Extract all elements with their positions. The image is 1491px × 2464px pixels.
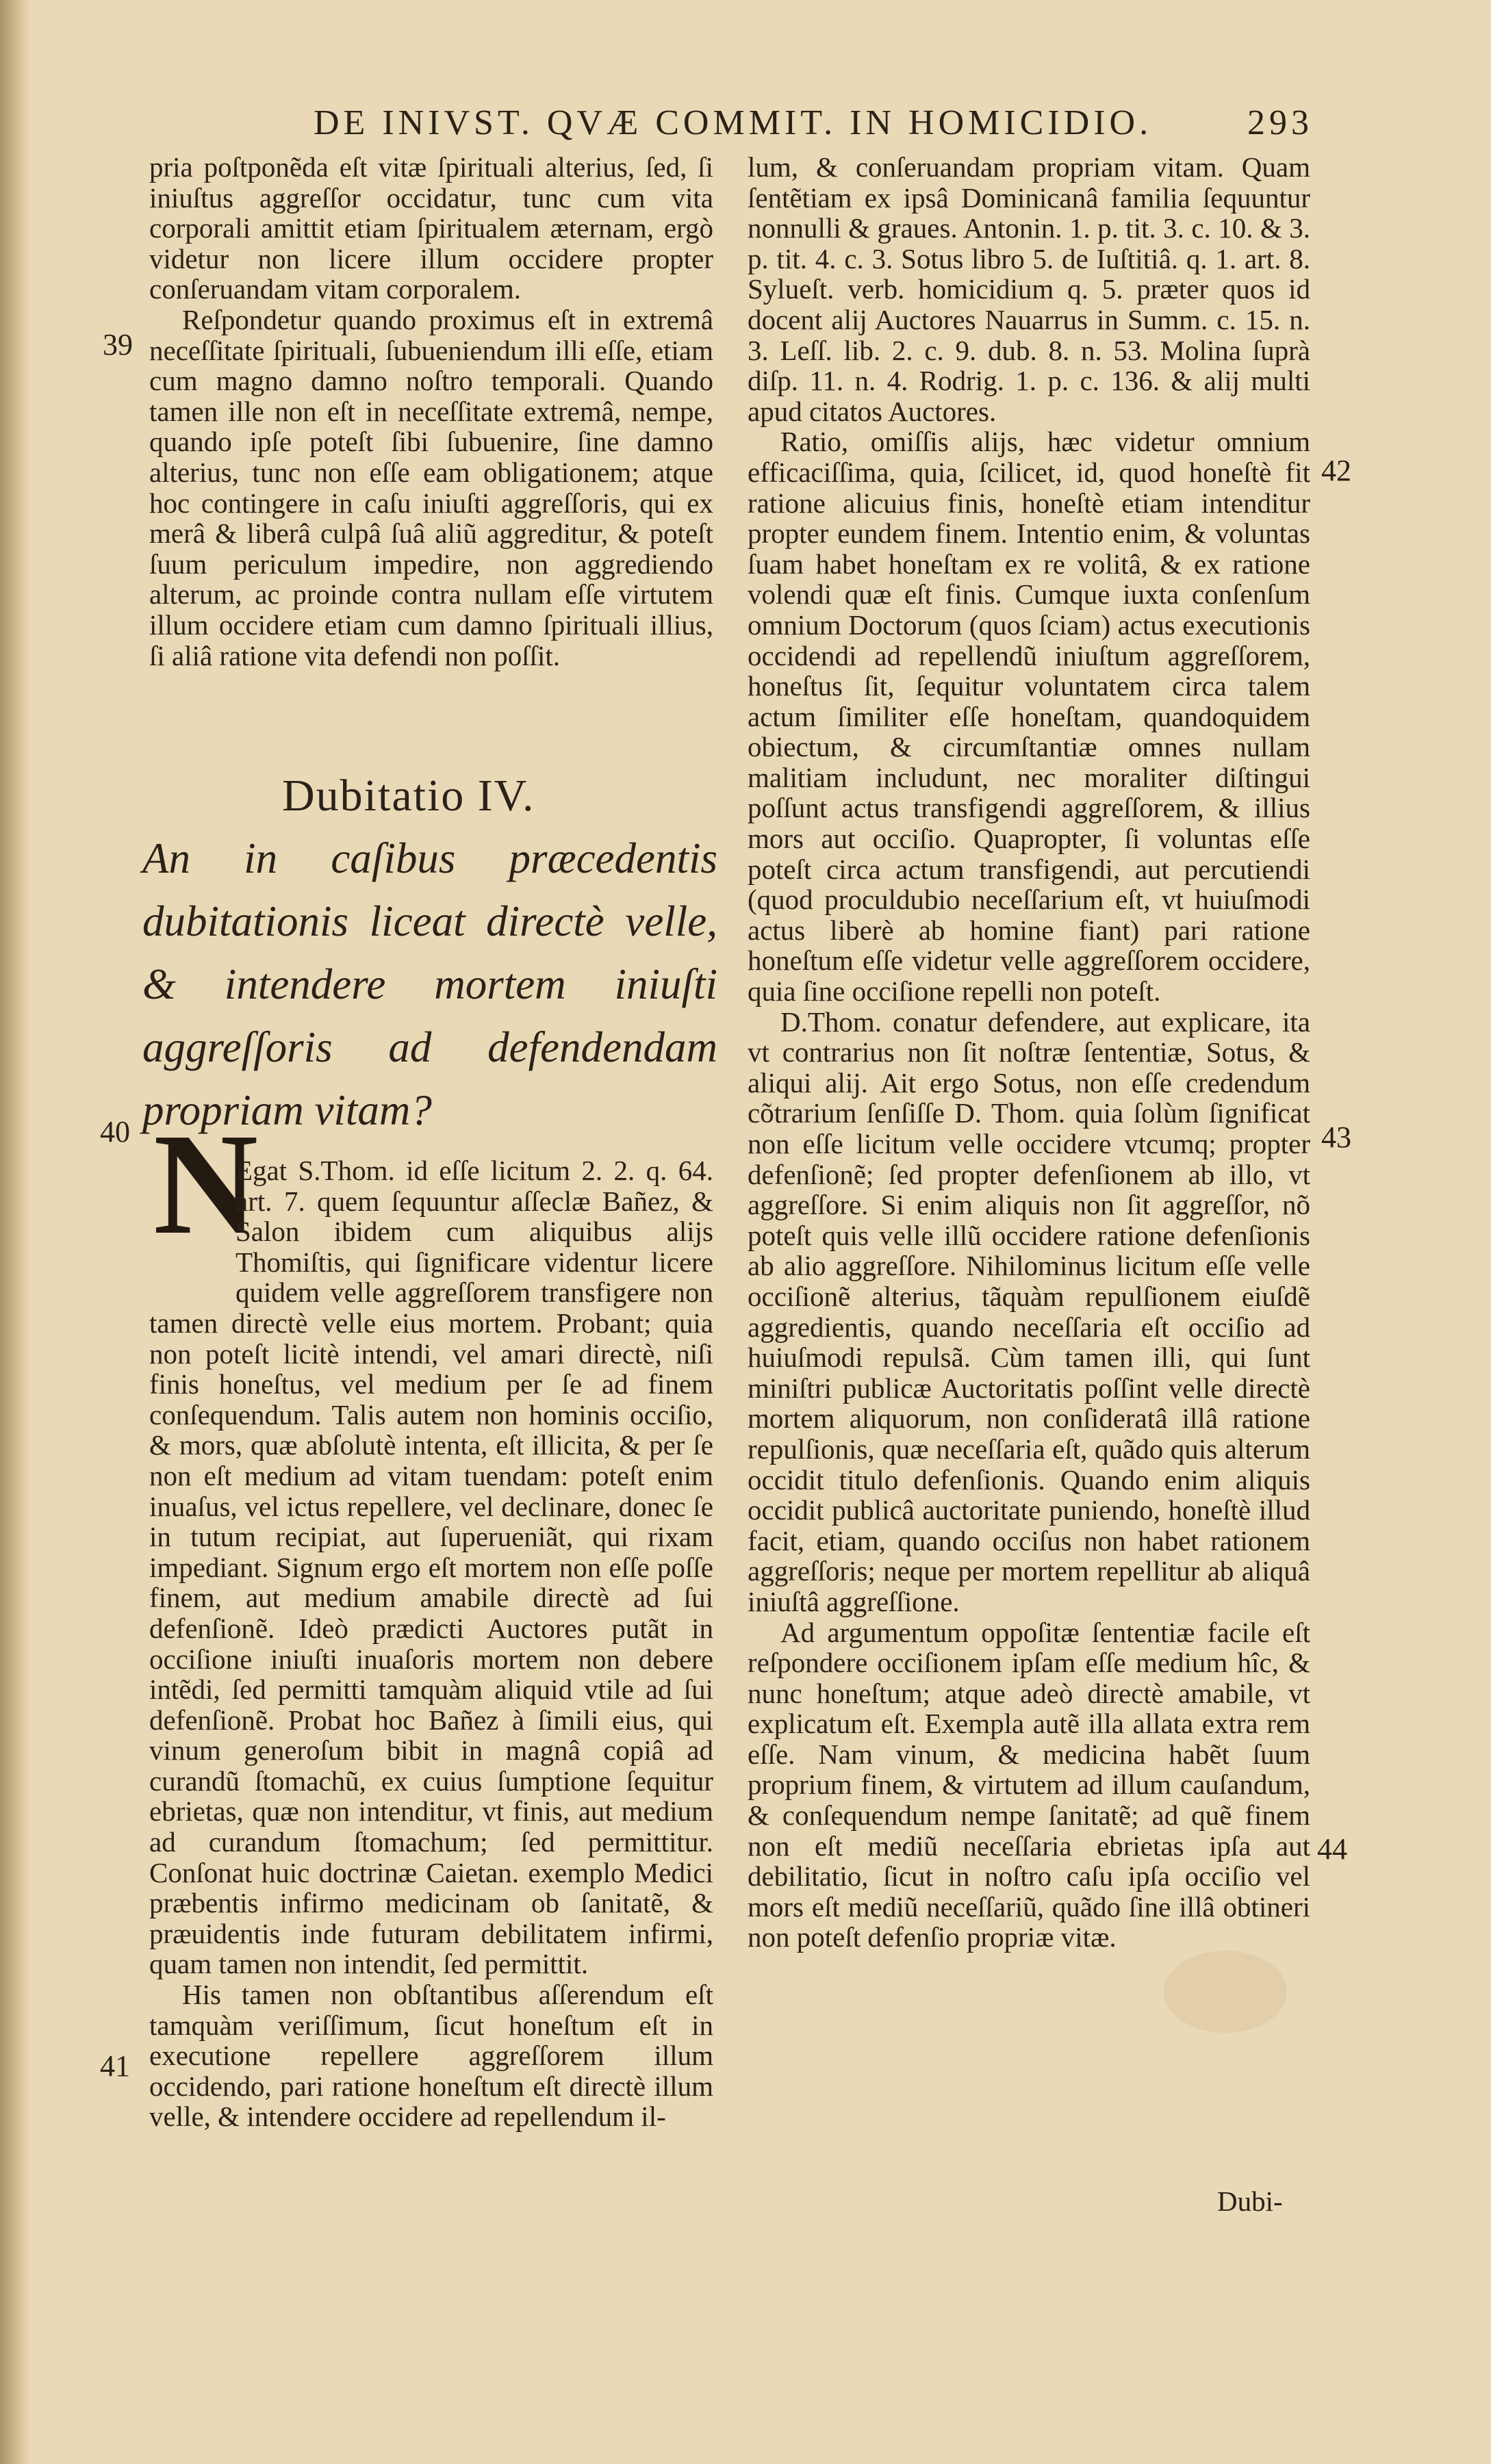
drop-cap-spacer [149, 1155, 235, 1299]
right-column [748, 152, 1310, 2192]
left-paragraph-41: His tamen non obſtantibus aſſerendum eſt tamquàm veriſſimum, ſicut honeſtum eſt in executione repellere aggreſſorem illum occidendo, pari ratione honeſtum eſt directè illum velle, & intendere occidere ad repellendum il- [149, 1979, 713, 2133]
right-paragraph-44: Ad argumentum oppoſitæ ſententiæ facile eſt reſpondere occiſionem ipſam eſſe medium hîc, & nunc honeſtum; atque adeò directè amabile, vt explicatum eſt. Exempla autẽ illa allata extra rem eſſe. Nam vinum, & medicina habẽt ſuum proprium finem, & virtutem ad illum cauſandum, & conſequendum nempe ſanitatẽ; ad quẽ finem non eſt mediũ neceſſaria ebrietas ipſa aut debilitatio, ſicut in noſtro caſu ipſa occiſio vel mors eſt mediũ neceſſariũ, quãdo ſine illâ obtineri non poteſt defenſio propriæ vitæ. [748, 1616, 1310, 1953]
section-title: Dubitatio IV. [282, 771, 535, 821]
section-question: An in caſibus præcedentis dubitationis liceat directè velle, & intendere mortem iniuſti aggreſſoris ad defendendam propriam vitam? [142, 834, 717, 1134]
margin-number-42: 42 [1321, 454, 1351, 487]
margin-number-41: 41 [100, 2049, 130, 2083]
right-paragraph-continuation: lum, & conſeruandam propriam vitam. Quam ſentẽtiam ex ipsâ Dominicanâ familia ſequuntur nonnulli & graues. Antonin. 1. p. tit. 3. c. 10. & 3. p. tit. 4. c. 3. Sotus libro 5. de Iuſtitiâ. q. 1. art. 8. Sylueſt. verb. homicidium q. 5. præter quos id docent alij Auctores Nauarrus in Summ. c. 15. n. 3. Leſſ. lib. 2. c. 9. dub. 8. n. 53. Molina ſuprà diſp. 11. n. 4. Rodrig. 1. p. c. 136. & alij multi apud citatos Auctores. [748, 151, 1310, 427]
catchword: Dubi- [1217, 2185, 1283, 2217]
right-paragraph-42: Ratio, omiſſis alijs, hæc videtur omnium efficaciſſima, quia, ſcilicet, id, quod honeſtè fit ratione alicuius finis, honeſtè etiam intenditur propter eundem finem. Intentio enim, & voluntas ſuam habet honeſtam ex re volitâ, & ex ratione volendi quæ eſt finis. Cumque iuxta conſenſum omnium Doctorum (quos ſciam) actus executionis occidendi ad repellendũ iniuſtum aggreſſorem, honeſtus ſit, ſequitur voluntatem circa talem actum ſimiliter eſſe honeſtam, quandoquidem obiectum, & circumſtantiæ omnes nullam malitiam includunt, nec moraliter diſtingui poſſunt actus transfigendi aggreſſorem, & illius mors aut occiſio. Quapropter, ſi voluntas eſſe poteſt circa actum transfigendi, aut percutiendi (quod proculdubio neceſſarium eſt, vt huiuſmodi actus liberè ab homine fiant) pari ratione honeſtum eſſe videtur velle aggreſſorem occidere, quia ſine occiſione repelli non poteſt. [748, 426, 1310, 1008]
margin-number-39: 39 [103, 328, 133, 361]
left-paragraph-39: Reſpondetur quando proximus eſt in extremâ neceſſitate ſpirituali, ſubueniendum illi eſſe, etiam cum magno damno noſtro temporali. Quando tamen ille non eſt in neceſſitate extremâ, nempe, quando ipſe poteſt ſibi ſubuenire, ſine damno alterius, tunc non eſſe eam obligationem; atque hoc contingere in caſu iniuſti aggreſſoris, qui ex merâ & liberâ culpâ ſuâ aliũ aggreditur, & poteſt ſuum periculum impedire, non aggrediendo alterum, ac proinde contra nullam eſſe virtutem illum occidere etiam cum damno ſpirituali illius, ſi aliâ ratione vita defendi non poſſit. [149, 303, 713, 671]
paragraph-40-text: Egat S.Thom. id eſſe licitum 2. 2. q. 64. art. 7. quem ſequuntur aſſeclæ Bañez, & Salon ibidem cum aliquibus alijs Thomiſtis, qui ſignificare videntur licere quidem velle aggreſſorem transfigere non tamen directè velle eius mortem. Probant; quia non poteſt licitè intendi, vel amari directè, niſi finis honeſtus, vel medium per ſe ad finem conſequendum. Talis autem non hominis occiſio, & mors, quæ abſolutè intenta, eſt illicita, & per ſe non eſt medium ad vitam tuendam: poteſt enim inuaſus, vel ictus repellere, vel declinare, donec ſe in tutum recipiat, aut ſuperueniãt, qui rixam impediant. Signum ergo eſt mortem non eſſe poſſe finem, aut medium amabile directè ad ſui defenſionẽ. Ideò prædicti Auctores putãt in occiſione iniuſti inuaſoris mortem non debere intẽdi, ſed permitti tamquàm aliquid vtile ad ſui defenſionẽ. Probat hoc Bañez à ſimili eius, qui vinum generoſum bibit in magnâ copiâ ad curandũ ſtomachũ, ex cuius ſumptione ſequitur ebrietas, quæ non intenditur, vt finis, aut medium ad curandum ſtomachum; ſed permittitur. Conſonat huic doctrinæ Caietan. exemplo Medici præbentis infirmo medicinam ob ſanitatẽ, & præuidentis inde futuram debilitatem infirmi, quam tamen non intendit, ſed permittit. [149, 1155, 713, 1980]
drop-cap-initial: N [153, 1103, 259, 1264]
left-paragraph-continuation: pria poſtponẽda eſt vitæ ſpirituali alterius, ſed, ſi iniuſtus aggreſſor occidatur, tunc cum vita corporali amittit etiam ſpiritualem æternam, ergò videtur non licere illum occidere propter conſeruandam vitam corporalem. [149, 151, 713, 305]
margin-number-40: 40 [100, 1115, 130, 1148]
page-binding-shadow [0, 0, 30, 2464]
left-column-top [149, 152, 713, 768]
left-column-bottom [149, 1155, 713, 2206]
margin-number-43: 43 [1321, 1120, 1351, 1154]
right-paragraph-43: D.Thom. conatur defendere, aut explicare, ita vt contrarius non ſit noſtræ ſententiæ, Sotus, & aliqui alij. Ait ergo Sotus, non eſſe credendum cõtrarium ſenſiſſe D. Thom. quia ſolùm ſignificat non eſſe licitum velle occidere vtcumq; propter defenſionẽ; ſed propter defenſionem ab illo, vt aggreſſore. Si enim aliquis non ſit aggreſſor, nõ poteſt quis velle illũ occidere ratione defenſionis ab alio aggreſſore. Nihilominus licitum eſſe velle occiſionẽ alterius, tãquàm repulſionem eiuſdẽ aggredientis, quando neceſſaria eſt occiſio ad huiuſmodi repulsã. Cùm tamen illi, qui ſunt miniſtri publicæ Auctoritatis poſſint velle directè mortem aliquorum, non conſideratâ illâ ratione repulſionis, quæ neceſſaria eſt, quãdo quis alterum occidit titulo defenſionis. Quando enim aliquis occidit publicâ auctoritate puniendo, honeſtè illud facit, etiam, quando occiſus non habet rationem aggreſſoris; neque per mortem repellitur ab aliquâ iniuſtâ aggreſſione. [748, 1005, 1310, 1617]
margin-number-44: 44 [1317, 1832, 1347, 1866]
running-head: DE INIVST. QVÆ COMMIT. IN HOMICIDIO. [314, 103, 1153, 142]
left-paragraph-40 [149, 1155, 713, 1979]
page-number: 293 [1247, 103, 1313, 142]
